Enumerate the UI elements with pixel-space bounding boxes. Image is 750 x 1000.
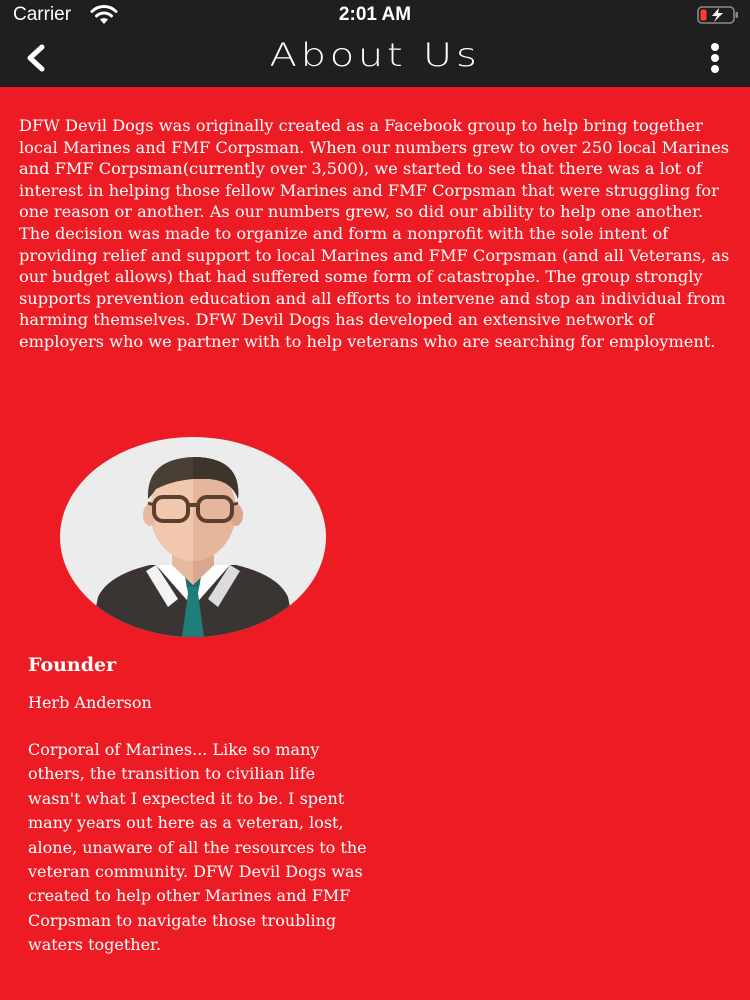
carrier-label: Carrier [13,4,72,25]
founder-heading: Founder [28,654,117,676]
founder-bio-text: Corporal of Marines... Like so many others, the transition to civilian life wasn't what I expected it to be. I spent many years out here as a veteran, lost, alone, unaware of all the resources to the veteran community. DFW Devil Dogs was created to help other Marines and FMF Corpsman to navigate those troubling waters together. [28,740,367,955]
page-title: About Us [269,36,481,74]
battery-charging-icon [697,6,739,24]
clock: 2:01 AM [338,4,412,25]
about-intro-text: DFW Devil Dogs was originally created as a Facebook group to help bring together local Marines and FMF Corpsman. When our numbers grew to over 250 local Marines and FMF Corpsman(currently over 3,500), we started to see that there was a lot of interest in helping those fellow Marines and FMF Corpsman that were struggling for one reason or another. As our numbers grew, so did our ability to help one another. The decision was made to organize and form a nonprofit with the sole intent of providing relief and support to local Marines and FMF Corpsman (and all Veterans, as our budget allows) that had suffered some form of catastrophe. The group strongly supports prevention education and all efforts to intervene and stop an individual from harming themselves. DFW Devil Dogs has developed an extensive network of employers who we partner with to help veterans who are searching for employment. [19,116,730,351]
founder-avatar [60,437,326,637]
more-vertical-icon[interactable] [703,42,727,74]
founder-name: Herb Anderson [28,693,152,712]
status-bar [0,0,750,30]
navigation-bar [0,30,750,87]
man-avatar-icon [60,437,326,637]
